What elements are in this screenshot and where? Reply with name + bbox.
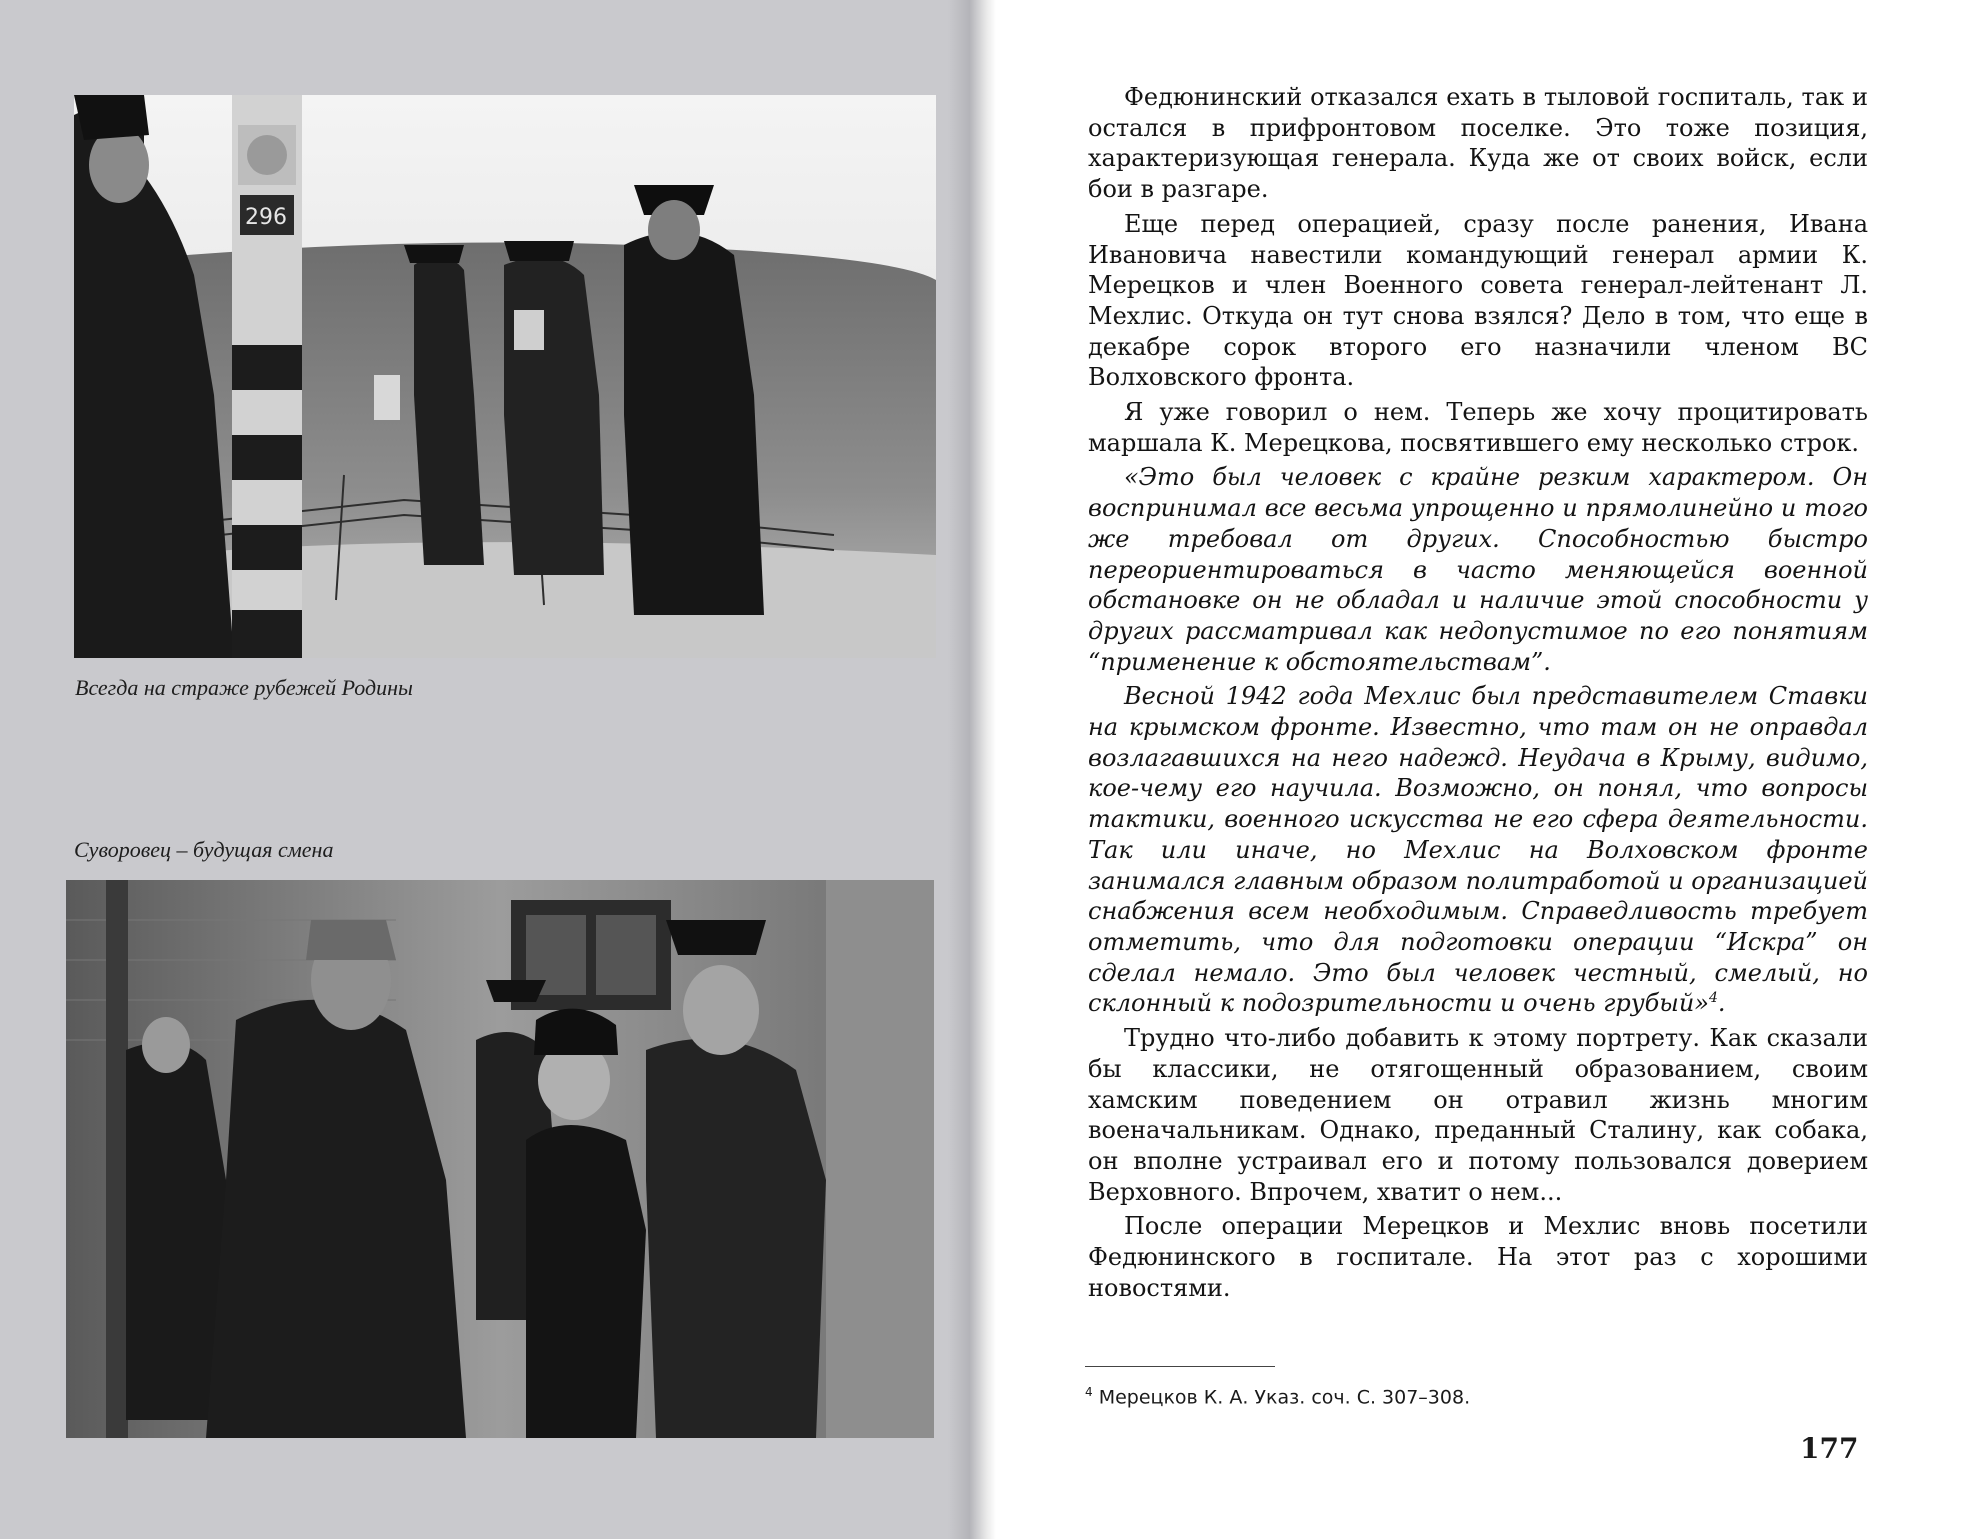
left-page	[0, 0, 972, 1539]
page-number: 177	[1800, 1432, 1859, 1465]
paragraph-6: Трудно что-либо добавить к этому портрету. Как сказали бы классики, не отягощенный образованием, своим хамским поведением он отравил жизнь многим военачальникам. Однако, преданный Сталину, как собака, он вполне устраивал его и потому пользовался доверием Верховного. Впрочем, хватит о нем...	[1088, 1024, 1868, 1206]
footnote-divider	[1085, 1366, 1275, 1367]
quote-paragraph-1: «Это был человек с крайне резким характером. Он воспринимал все весьма упрощенно и прямолинейно и того же требовал от других. Способностью быстро переориентироваться в часто меняющейся военной обстановке он не обладал и наличие этой способности у других рассматривал как недопустимое по его понятиям “применение к обстоятельствам”.	[1088, 463, 1868, 676]
quote-paragraph-2-text: Весной 1942 года Мехлис был представителем Ставки на крымском фронте. Известно, что там он не оправдал возлагавшихся на него надежд. Неудача в Крыму, видимо, кое-чему его научила. Возможно, он понял, что вопросы тактики, военного искусства не его сфера деятельности. Так или иначе, но Мехлис на Волховском фронте занимался главным образом политработой и организацией снабжения всем необходимым. Справедливость требует отметить, что для подготовки операции “Искра” он сделал немало. Это был человек честный, смелый, но склонный к подозрительности и очень грубый»	[1088, 682, 1868, 1018]
caption-cadet-photo: Суворовец – будущая смена	[74, 837, 334, 862]
footnote-marker: 4	[1085, 1385, 1093, 1399]
border-post-photo-image	[74, 95, 936, 658]
footnote-text: Мерецков К. А. Указ. соч. С. 307–308.	[1098, 1386, 1471, 1409]
paragraph-1: Федюнинский отказался ехать в тыловой госпиталь, так и остался в прифронтовом поселке. Это тоже позиция, характеризующая генерала. Куда же от своих войск, если бои в разгаре.	[1088, 83, 1868, 204]
paragraph-7: После операции Мерецков и Мехлис вновь посетили Федюнинского в госпитале. На этот раз с хорошими новостями.	[1088, 1212, 1868, 1302]
caption-border-photo: Всегда на страже рубежей Родины	[75, 675, 413, 700]
border-post-number: 296	[245, 205, 287, 230]
quote-paragraph-2-end: .	[1717, 989, 1726, 1018]
footnote-reference[interactable]: 4	[1708, 990, 1718, 1007]
cadet-photo-image	[66, 880, 934, 1438]
quote-paragraph-2	[1088, 681, 1868, 1019]
book-gutter	[948, 0, 996, 1539]
photo-border-post	[74, 95, 936, 658]
paragraph-3: Я уже говорил о нем. Теперь же хочу процитировать маршала К. Мерецкова, посвятившего ему несколько строк.	[1088, 398, 1868, 457]
footnote	[1085, 1385, 1865, 1408]
photo-suvorov-cadet	[66, 880, 934, 1438]
paragraph-2: Еще перед операцией, сразу после ранения, Ивана Ивановича навестили командующий генерал армии К. Мерецков и член Военного совета генерал-лейтенант Л. Мехлис. Откуда он тут снова взялся? Дело в том, что еще в декабре сорок второго его назначили членом ВС Волховского фронта.	[1088, 209, 1868, 392]
body-text	[1088, 82, 1868, 1303]
